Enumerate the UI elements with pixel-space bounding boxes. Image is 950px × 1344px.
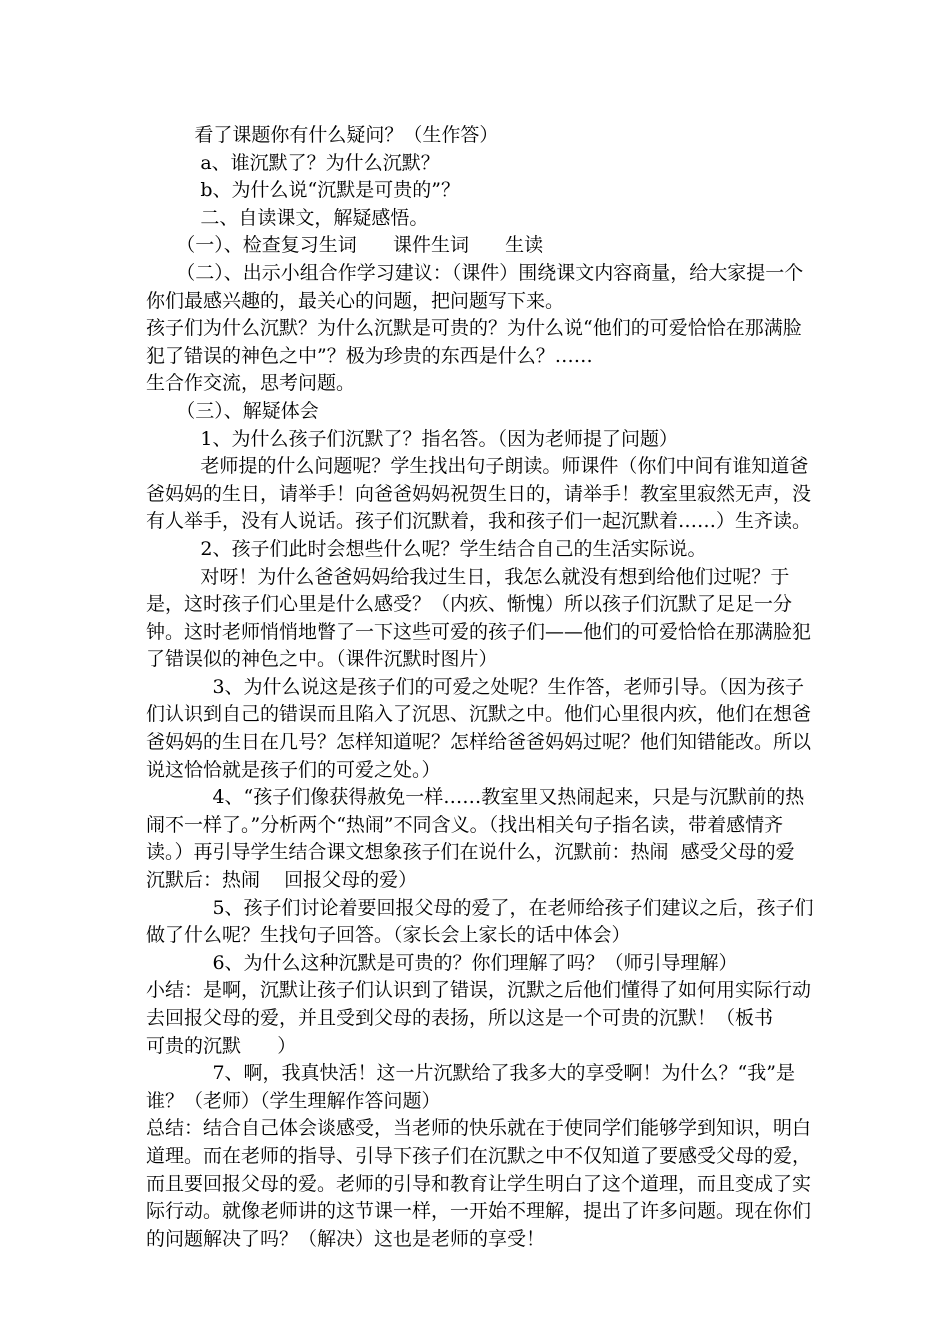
paragraph-summary: 小结：是啊，沉默让孩子们认识到了错误，沉默之后他们懂得了如何用实际行动去回报父母的爱，并且受到父母的表扬，所以这是一个可贵的沉默！（板书 可贵的沉默 ） <box>146 979 812 1057</box>
paragraph-question-a: a、谁沉默了？为什么沉默？ <box>146 151 440 174</box>
paragraph-group-discussion: 生合作交流，思考问题。 <box>146 372 356 395</box>
subsection-1: （一）、检查复习生词 课件生词 生读 <box>146 234 544 257</box>
document-body <box>146 122 849 1253</box>
subsection-3: （三）、解疑体会 <box>146 399 319 422</box>
subsection-2: （二）、出示小组合作学习建议：（课件）围绕课文内容商量，给大家提一个你们最感兴趣的，最关心的问题，把问题写下来。 <box>146 261 804 312</box>
paragraph-item-4: 4、“孩子们像获得赦免一样……教室里又热闹起来，只是与沉默前的热闹不一样了。”分析两个“热闹”不同含义。（找出相关句子指名读，带着感情齐读。）再引导学生结合课文想象孩子们在说什么，沉默前：热闹 感受父母的爱 沉默后：热闹 回报父母的爱） <box>146 786 849 892</box>
section-heading-2: 二、自读课文，解疑感悟。 <box>146 206 429 229</box>
paragraph-teacher-question: 老师提的什么问题呢？学生找出句子朗读。师课件（你们中间有谁知道爸爸妈妈的生日，请举手！向爸爸妈妈祝贺生日的，请举手！教室里寂然无声，没有人举手，没有人说话。孩子们沉默着，我和孩子们一起沉默着……）生齐读。 <box>146 455 812 533</box>
paragraph-item-1: 1、为什么孩子们沉默了？指名答。（因为老师提了问题） <box>146 427 678 450</box>
paragraph-response: 对呀！为什么爸爸妈妈给我过生日，我怎么就没有想到给他们过呢？于是，这时孩子们心里是什么感受？（内疚、惭愧）所以孩子们沉默了足足一分钟。这时老师悄悄地瞥了一下这些可爱的孩子们——他们的可爱恰恰在那满脸犯了错误似的神色之中。（课件沉默时图片） <box>146 565 812 671</box>
paragraph-item-6: 6、为什么这种沉默是可贵的？你们理解了吗？（师引导理解） <box>146 951 738 974</box>
paragraph-item-3: 3、为什么说这是孩子们的可爱之处呢？生作答，老师引导。（因为孩子们认识到自己的错误而且陷入了沉思、沉默之中。他们心里很内疚，他们在想爸爸妈妈的生日在几号？怎样知道呢？怎样给爸爸妈妈过呢？他们知错能改。所以说这恰恰就是孩子们的可爱之处。） <box>146 675 812 781</box>
paragraph-item-2: 2、孩子们此时会想些什么呢？学生结合自己的生活实际说。 <box>146 537 707 560</box>
paragraph-item-7: 7、啊，我真快活！这一片沉默给了我多大的享受啊！为什么？“我”是谁？（老师）（学生理解作答问题） <box>146 1062 795 1112</box>
paragraph-questions-list: 孩子们为什么沉默？为什么沉默是可贵的？为什么说“他们的可爱恰恰在那满脸犯了错误的神色之中”？极为珍贵的东西是什么？…… <box>146 317 802 367</box>
paragraph-question-intro: 看了课题你有什么疑问？（生作答） <box>146 124 499 146</box>
paragraph-question-b: b、为什么说“沉默是可贵的”？ <box>146 179 460 202</box>
paragraph-item-5: 5、孩子们讨论着要回报父母的爱了，在老师给孩子们建议之后，孩子们做了什么呢？生找句子回答。（家长会上家长的话中体会） <box>146 896 814 947</box>
paragraph-conclusion: 总结：结合自己体会谈感受，当老师的快乐就在于使同学们能够学到知识，明白道理。而在老师的指导、引导下孩子们在沉默之中不仅知道了要感受父母的爱，而且要回报父母的爱。老师的引导和教育让学生明白了这个道理，而且变成了实际行动。就像老师讲的这节课一样，一开始不理解，提出了许多问题。现在你们的问题解决了吗？（解决）这也是老师的享受！ <box>146 1117 812 1250</box>
